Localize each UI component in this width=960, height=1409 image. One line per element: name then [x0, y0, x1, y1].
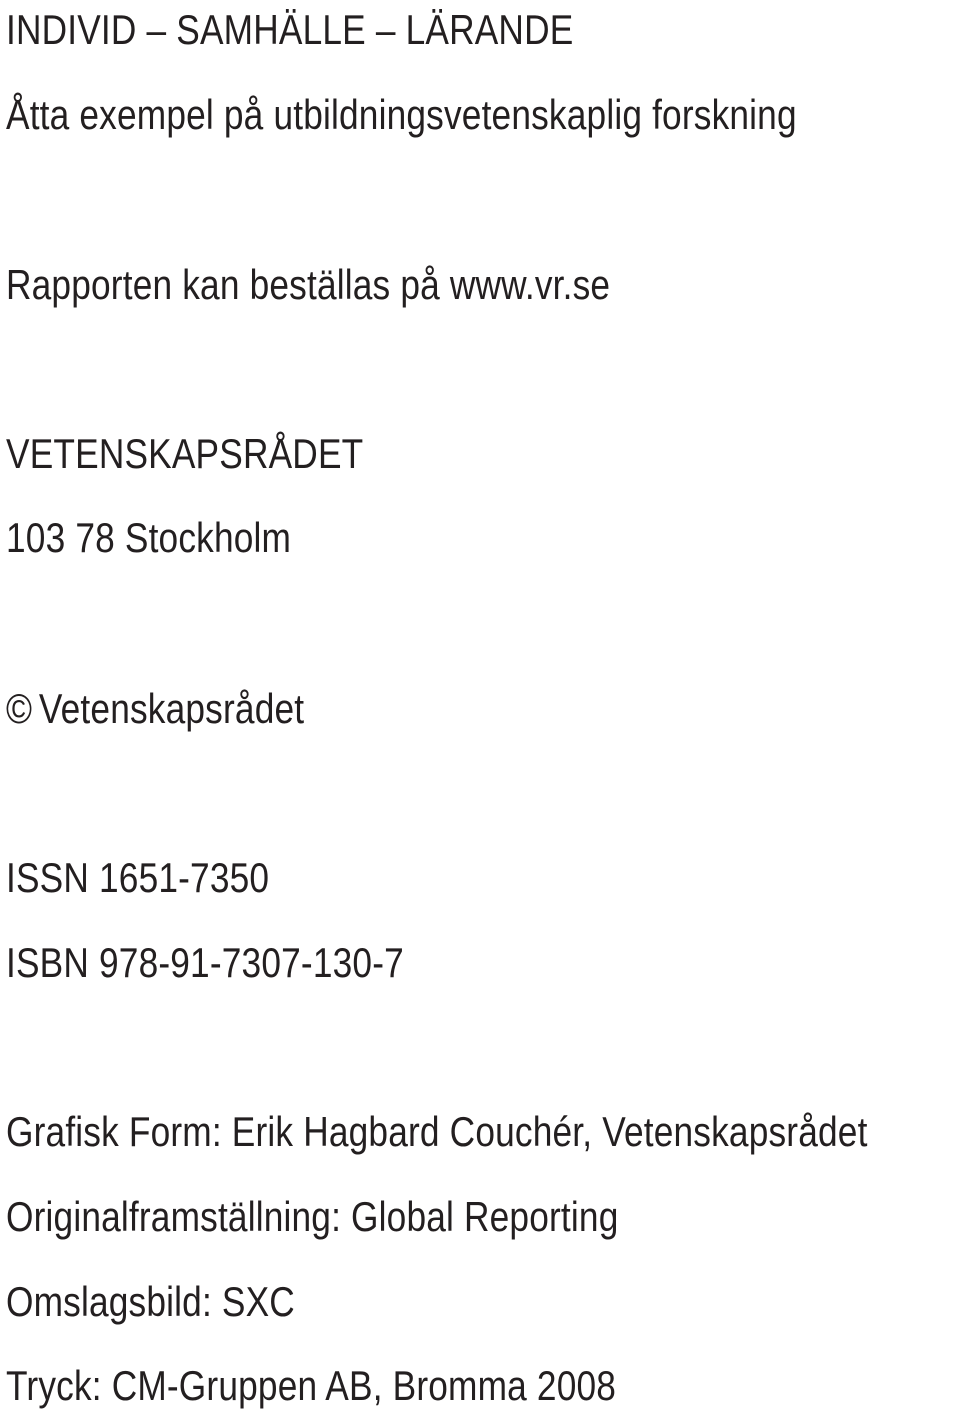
- original-credit: Originalframställning: Global Reporting: [6, 1193, 619, 1240]
- publisher-address: 103 78 Stockholm: [6, 514, 292, 561]
- design-credit: Grafisk Form: Erik Hagbard Couchér, Vetenskapsrådet: [6, 1108, 868, 1155]
- copyright-icon: ©: [6, 685, 33, 732]
- isbn-number: ISBN 978-91-7307-130-7: [6, 939, 404, 986]
- report-subtitle: Åtta exempel på utbildningsvetenskaplig forskning: [6, 91, 797, 138]
- issn-number: ISSN 1651-7350: [6, 854, 270, 901]
- report-title: INDIVID – SAMHÄLLE – LÄRANDE: [6, 6, 574, 53]
- copyright-line: [6, 685, 305, 732]
- cover-image-credit: Omslagsbild: SXC: [6, 1278, 295, 1325]
- print-credit: Tryck: CM-Gruppen AB, Bromma 2008: [6, 1362, 617, 1409]
- publisher-name: VETENSKAPSRÅDET: [6, 430, 364, 477]
- order-note: Rapporten kan beställas på www.vr.se: [6, 261, 611, 308]
- copyright-holder: Vetenskapsrådet: [38, 685, 305, 732]
